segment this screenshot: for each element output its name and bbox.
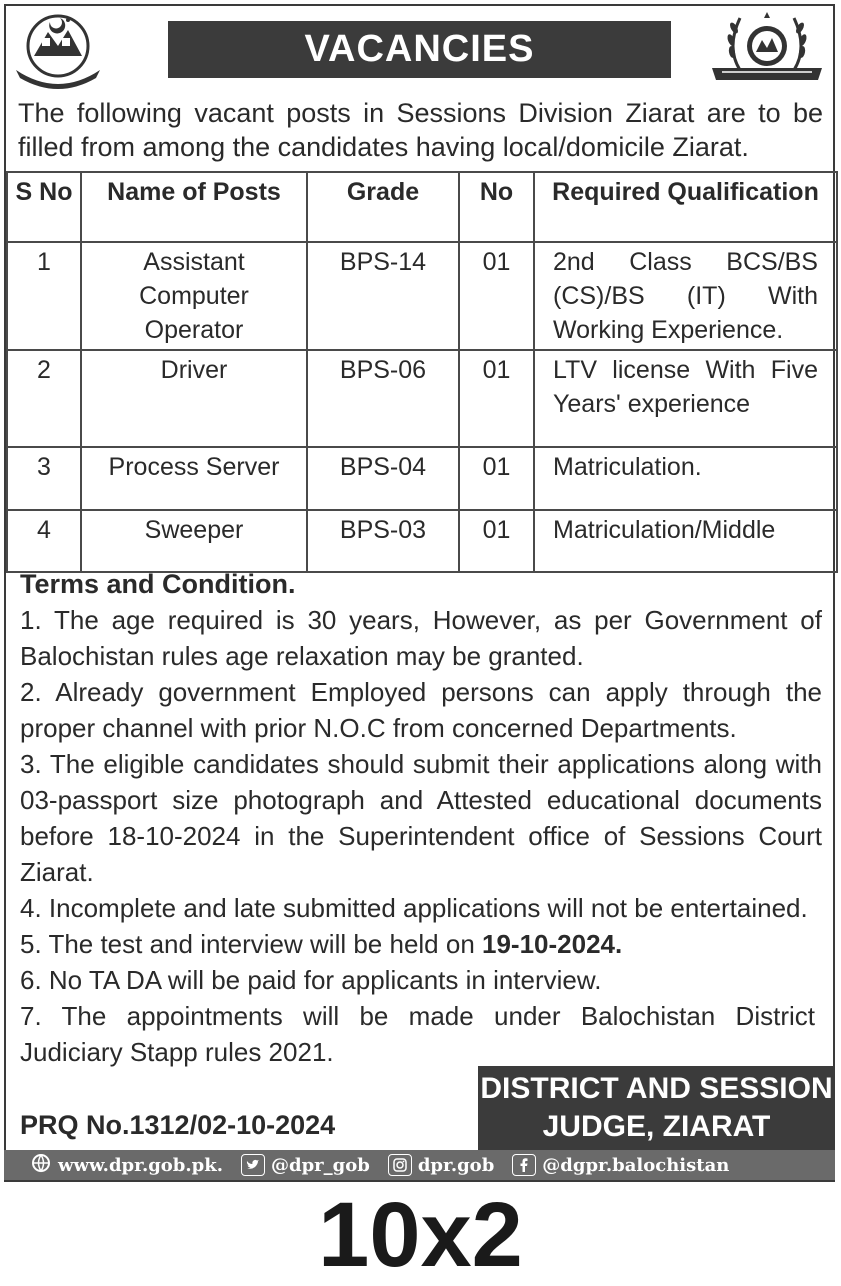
facebook-handle: @dgpr.balochistan [542, 1154, 730, 1176]
cell-sno: 3 [7, 447, 81, 510]
website-text: www.dpr.gob.pk. [58, 1154, 223, 1176]
cell-sno: 4 [7, 510, 81, 572]
facebook-icon [512, 1154, 536, 1176]
footer-instagram[interactable] [388, 1154, 494, 1176]
signatory-line-2: JUDGE, ZIARAT [542, 1110, 771, 1143]
header-required-qualification: Required Qualification [534, 172, 837, 242]
cell-no: 01 [459, 447, 534, 510]
cell-no: 01 [459, 510, 534, 572]
instagram-handle: dpr.gob [417, 1154, 495, 1176]
cell-post-name: Sweeper [81, 510, 307, 572]
term-item: 7. The appointments will be made under Balochistan District Judiciary Stapp rules 2021. [20, 1001, 815, 1067]
cell-sno: 2 [7, 350, 81, 447]
cell-no: 01 [459, 350, 534, 447]
ad-size-label: 10x2 [318, 1184, 523, 1286]
term-item [20, 926, 822, 962]
cell-no: 01 [459, 242, 534, 350]
signatory-block [478, 1066, 835, 1150]
footer-bar [4, 1150, 835, 1180]
cell-grade: BPS-03 [307, 510, 459, 572]
cell-qualification: Matriculation/Middle [534, 510, 837, 572]
footer-twitter[interactable] [241, 1154, 370, 1176]
judiciary-emblem-right [706, 8, 828, 90]
cell-sno: 1 [7, 242, 81, 350]
cell-grade: BPS-06 [307, 350, 459, 447]
table-row [7, 350, 837, 447]
term-item: 2. Already government Employed persons can apply through the proper channel with prior N.O.C from concerned Departments. [20, 677, 822, 743]
twitter-icon [241, 1154, 265, 1176]
twitter-handle: @dpr_gob [270, 1154, 370, 1176]
cell-grade: BPS-14 [307, 242, 459, 350]
cell-qualification: 2nd Class BCS/BS (CS)/BS (IT) With Working Experience. [534, 242, 837, 350]
table-row [7, 447, 837, 510]
header-sno: S No [7, 172, 81, 242]
footer-website[interactable] [30, 1153, 223, 1178]
term-text: 5. The test and interview will be held on [20, 929, 483, 959]
signatory-line-1: DISTRICT AND SESSION [480, 1072, 833, 1105]
footer-facebook[interactable] [512, 1154, 729, 1176]
test-date: 19-10-2024. [482, 929, 623, 959]
table-row [7, 510, 837, 572]
cell-grade: BPS-04 [307, 447, 459, 510]
table-header-row [7, 172, 837, 242]
header-grade: Grade [307, 172, 459, 242]
term-item: 6. No TA DA will be paid for applicants in interview. [20, 965, 602, 995]
table-row [7, 242, 837, 350]
cell-qualification: Matriculation. [534, 447, 837, 510]
term-item: 3. The eligible candidates should submit their applications along with 03-passport size photograph and Attested educational documents before 18-10-2024 in the Superintendent office of Sessions Court Ziarat. [20, 749, 822, 887]
vacancies-title: VACANCIES [168, 21, 671, 78]
terms-section [20, 566, 822, 1070]
terms-heading: Terms and Condition. [20, 569, 296, 599]
term-item: 1. The age required is 30 years, However, as per Government of Balochistan rules age relaxation may be granted. [20, 605, 822, 671]
cell-post-name: Process Server [81, 447, 307, 510]
globe-icon [30, 1153, 52, 1178]
intro-paragraph: The following vacant posts in Sessions Division Ziarat are to be filled from among the candidates having local/domicile Ziarat. [18, 98, 823, 162]
instagram-icon [388, 1154, 412, 1176]
term-item: 4. Incomplete and late submitted applications will not be entertained. [20, 893, 808, 923]
cell-post-name: Assistant Computer Operator [81, 242, 307, 350]
prq-number: PRQ No.1312/02-10-2024 [20, 1110, 336, 1140]
vacancies-table [6, 171, 838, 573]
balochistan-emblem-left [12, 8, 104, 90]
header-no: No [459, 172, 534, 242]
header-name-of-posts: Name of Posts [81, 172, 307, 242]
cell-qualification: LTV license With Five Years' experience [534, 350, 837, 447]
cell-post-name: Driver [81, 350, 307, 447]
